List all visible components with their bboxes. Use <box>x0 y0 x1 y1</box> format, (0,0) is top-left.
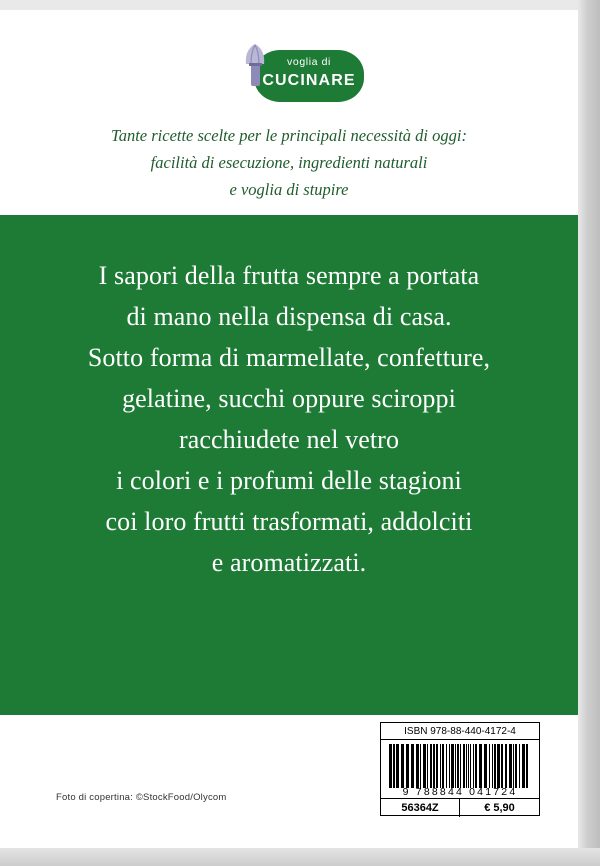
code-price-row <box>381 798 539 817</box>
barcode-bars <box>389 744 531 788</box>
logo-top-label: voglia di <box>287 56 331 68</box>
publisher-logo <box>236 42 364 104</box>
photo-credit: Foto di copertina: ©StockFood/Olycom <box>56 792 227 803</box>
whisk-utensils-icon <box>238 42 272 88</box>
blurb-line-5: racchiudete nel vetro <box>178 425 400 454</box>
intro-line-1: Tante ricette scelte per le principali necessità di oggi: <box>111 126 467 145</box>
blurb-line-3: Sotto forma di marmellate, confetture, <box>87 343 491 372</box>
barcode-block <box>380 722 540 816</box>
product-code: 56364Z <box>381 799 460 817</box>
page-top-edge <box>0 0 600 10</box>
intro-text <box>60 122 518 203</box>
blurb-line-7: coi loro frutti trasformati, addolciti <box>105 507 473 536</box>
price-label: € 5,90 <box>484 802 515 814</box>
blurb-line-6: i colori e i profumi delle stagioni <box>116 466 462 495</box>
upper-white-area <box>0 10 578 215</box>
blurb-text <box>30 255 548 583</box>
barcode-digits: 9 788844 041724 <box>402 786 518 798</box>
intro-line-2: facilità di esecuzione, ingredienti naturali <box>150 153 428 172</box>
blurb-line-4: gelatine, succhi oppure sciroppi <box>122 384 456 413</box>
blurb-line-8: e aromatizzati. <box>211 548 367 577</box>
isbn-label: ISBN 978-88-440-4172-4 <box>381 723 539 740</box>
page-bottom-edge <box>0 848 600 866</box>
blurb-line-2: di mano nella dispensa di casa. <box>126 302 452 331</box>
blurb-line-1: I sapori della frutta sempre a portata <box>98 261 480 290</box>
page-right-edge <box>578 0 600 866</box>
logo-main-label: CUCINARE <box>262 72 356 89</box>
green-blurb-panel <box>0 215 578 715</box>
intro-line-3: e voglia di stupire <box>229 180 349 199</box>
